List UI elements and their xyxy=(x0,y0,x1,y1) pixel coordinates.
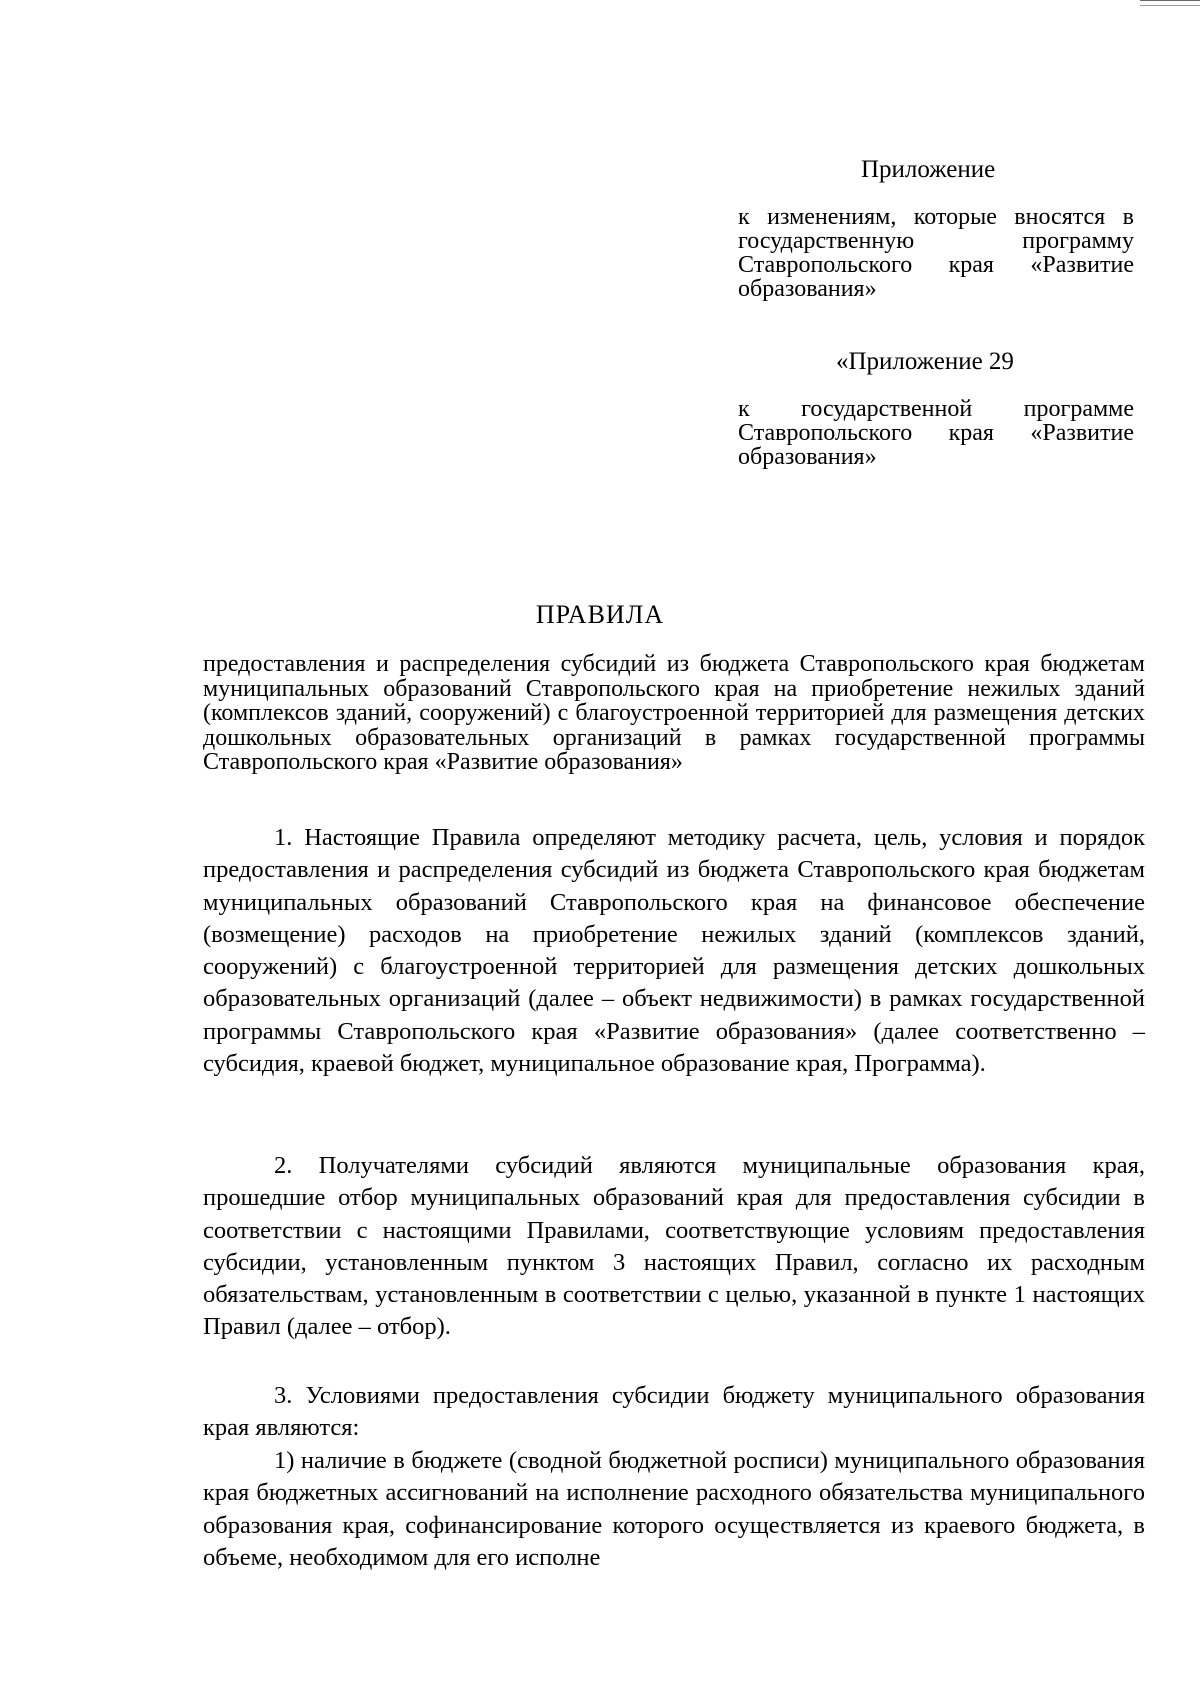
document-heading: ПРАВИЛА xyxy=(535,600,665,629)
appendix-title: Приложение xyxy=(861,156,996,183)
appendix-reference: к изменениям, которые вносятся в государственную программу Ставропольского края «Развитие образования» xyxy=(738,204,1134,302)
appendix-29-title: «Приложение 29 xyxy=(836,348,1014,375)
paragraph-3-item-1: 1) наличие в бюджете (сводной бюджетной росписи) муниципального образования края бюджетных ассигнований на исполнение расходного обязательства муниципального образования края, софинансирование которого осуществляется из краевого бюджета, в объеме, необходимом для его исполне xyxy=(203,1447,1145,1571)
paragraph-1: 1. Настоящие Правила определяют методику расчета, цель, условия и порядок предоставления и распределения субсидий из бюджета Ставропольского края бюджетам муниципальных образований Ставропольского края на финансовое обеспечение (возмещение) расходов на приобретение нежилых зданий (комплексов зданий, сооружений) с благоустроенной территорией для размещения детских дошкольных образовательных организаций (далее – объект недвижимости) в рамках государственной программы Ставропольского края «Развитие образования» (далее соответственно – субсидия, краевой бюджет, муниципальное образование края, Программа). xyxy=(203,824,1145,1078)
paragraph-3: 3. Условиями предоставления субсидии бюджету муниципального образования края являются: xyxy=(203,1382,1145,1442)
document-subtitle: предоставления и распределения субсидий из бюджета Ставропольского края бюджетам муниципальных образований Ставропольского края на приобретение нежилых зданий (комплексов зданий, сооружений) с благоустроенной территорией для размещения детских дошкольных образовательных организаций в рамках государственной программы Ставропольского края «Развитие образования» xyxy=(203,651,1145,775)
appendix-29-reference: к государственной программе Ставропольского края «Развитие образования» xyxy=(738,396,1134,470)
scan-edge-mark xyxy=(1140,0,1200,6)
paragraph-2: 2. Получателями субсидий являются муниципальные образования края, прошедшие отбор муниципальных образований края для предоставления субсидии в соответствии с настоящими Правилами, соответствующие условиям предоставления субсидии, установленным пунктом 3 настоящих Правил, согласно их расходным обязательствам, установленным в соответствии с целью, указанной в пункте 1 настоящих Правил (далее – отбор). xyxy=(203,1152,1145,1341)
